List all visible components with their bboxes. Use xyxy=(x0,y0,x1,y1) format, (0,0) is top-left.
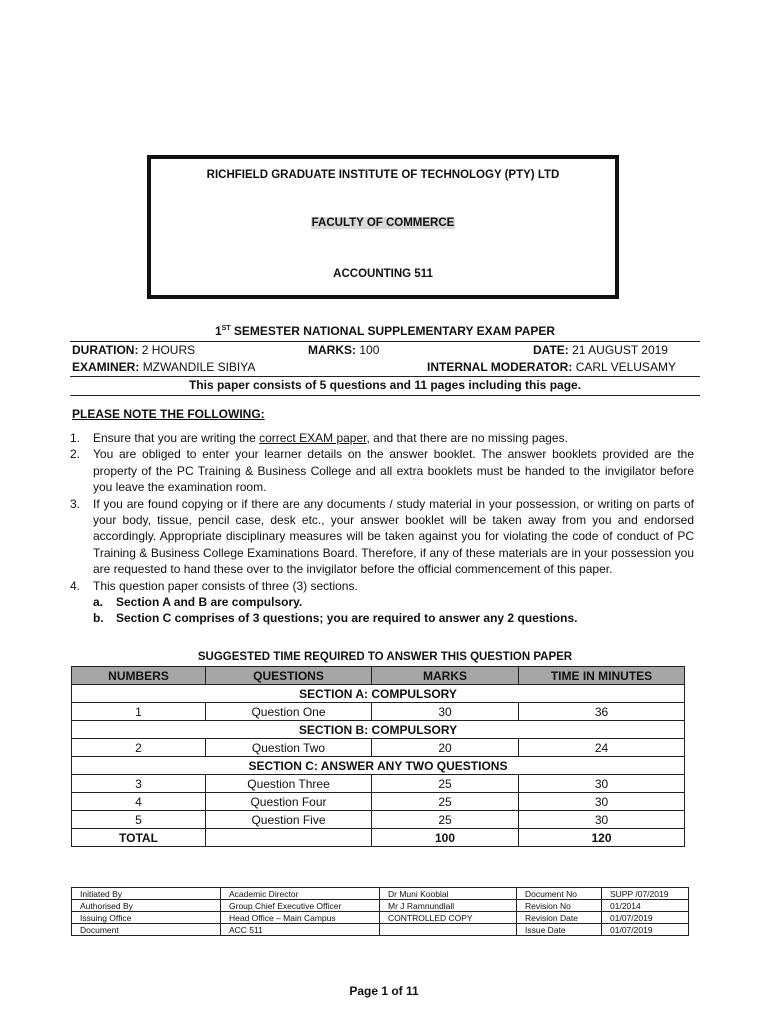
marks: MARKS: 100 xyxy=(308,343,380,357)
section-row: SECTION A: COMPULSORY xyxy=(72,685,685,703)
exam-date: DATE: 21 AUGUST 2019 xyxy=(533,343,668,357)
section-row: SECTION C: ANSWER ANY TWO QUESTIONS xyxy=(72,757,685,775)
title-box xyxy=(147,155,619,299)
section-row: SECTION B: COMPULSORY xyxy=(72,721,685,739)
paper-summary: This paper consists of 5 questions and 11 pages including this page. xyxy=(188,378,582,392)
time-table xyxy=(71,666,685,847)
table-row: 2 Question Two 20 24 xyxy=(72,739,685,757)
table-header-row: NUMBERS QUESTIONS MARKS TIME IN MINUTES xyxy=(72,667,685,685)
list-item: 3. If you are found copying or if there are any documents / study material in your possession, or writing on parts of your body, tissue, pencil case, desk etc., your answer booklet will be taken away from you and endorsed accordingly. Appropriate disciplinary measures will be taken against you for violating the code of conduct of PC Training & Business College Examinations Board. Therefore, if any of these materials are in your possession you are requested to hand these over to the invigilator before the official commencement of this paper. xyxy=(70,496,694,577)
table-row: 1 Question One 30 36 xyxy=(72,703,685,721)
divider xyxy=(70,341,700,342)
time-table-title: SUGGESTED TIME REQUIRED TO ANSWER THIS QUESTION PAPER xyxy=(197,651,573,663)
table-row: Initiated By Academic Director Dr Muni Kooblal Document No SUPP /07/2019 xyxy=(72,888,689,900)
notes-heading: PLEASE NOTE THE FOLLOWING: xyxy=(72,407,265,421)
exam-type-heading: 1ST SEMESTER NATIONAL SUPPLEMENTARY EXAM PAPER xyxy=(214,324,556,338)
list-subitem: b. Section C comprises of 3 questions; you are required to answer any 2 questions. xyxy=(93,611,578,626)
divider xyxy=(70,395,700,396)
correct-exam-paper-text: correct EXAM paper xyxy=(259,431,367,445)
total-row: TOTAL 100 120 xyxy=(72,829,685,847)
table-row: Issuing Office Head Office – Main Campus CONTROLLED COPY Revision Date 01/07/2019 xyxy=(72,912,689,924)
institution-name: RICHFIELD GRADUATE INSTITUTE OF TECHNOLOGY (PTY) LTD xyxy=(206,169,560,181)
table-row: 3 Question Three 25 30 xyxy=(72,775,685,793)
list-item: 2. You are obliged to enter your learner details on the answer booklet. The answer booklets provided are the property of the PC Training & Business College and all extra booklets must be handed to the invigilator before you leave the examination room. xyxy=(70,447,694,495)
course-name: ACCOUNTING 511 xyxy=(333,268,433,280)
internal-moderator: INTERNAL MODERATOR: CARL VELUSAMY xyxy=(427,360,676,374)
examiner: EXAMINER: MZWANDILE SIBIYA xyxy=(72,360,256,374)
list-subitem: a. Section A and B are compulsory. xyxy=(93,595,303,610)
table-row: Authorised By Group Chief Executive Officer Mr J Ramnundlall Revision No 01/2014 xyxy=(72,900,689,912)
faculty-name: FACULTY OF COMMERCE xyxy=(311,217,455,229)
instructions-list xyxy=(70,430,694,627)
list-item: 1. Ensure that you are writing the correct EXAM paper, and that there are no missing pages. xyxy=(70,431,568,445)
document-control-table xyxy=(71,887,689,936)
table-row: 5 Question Five 25 30 xyxy=(72,811,685,829)
duration: DURATION: 2 HOURS xyxy=(72,343,196,357)
table-row: Document ACC 511 Issue Date 01/07/2019 xyxy=(72,924,689,936)
divider xyxy=(70,376,700,377)
page-number: Page 1 of 11 xyxy=(349,984,419,998)
table-row: 4 Question Four 25 30 xyxy=(72,793,685,811)
list-item: 4. This question paper consists of three (3) sections. xyxy=(70,578,358,593)
